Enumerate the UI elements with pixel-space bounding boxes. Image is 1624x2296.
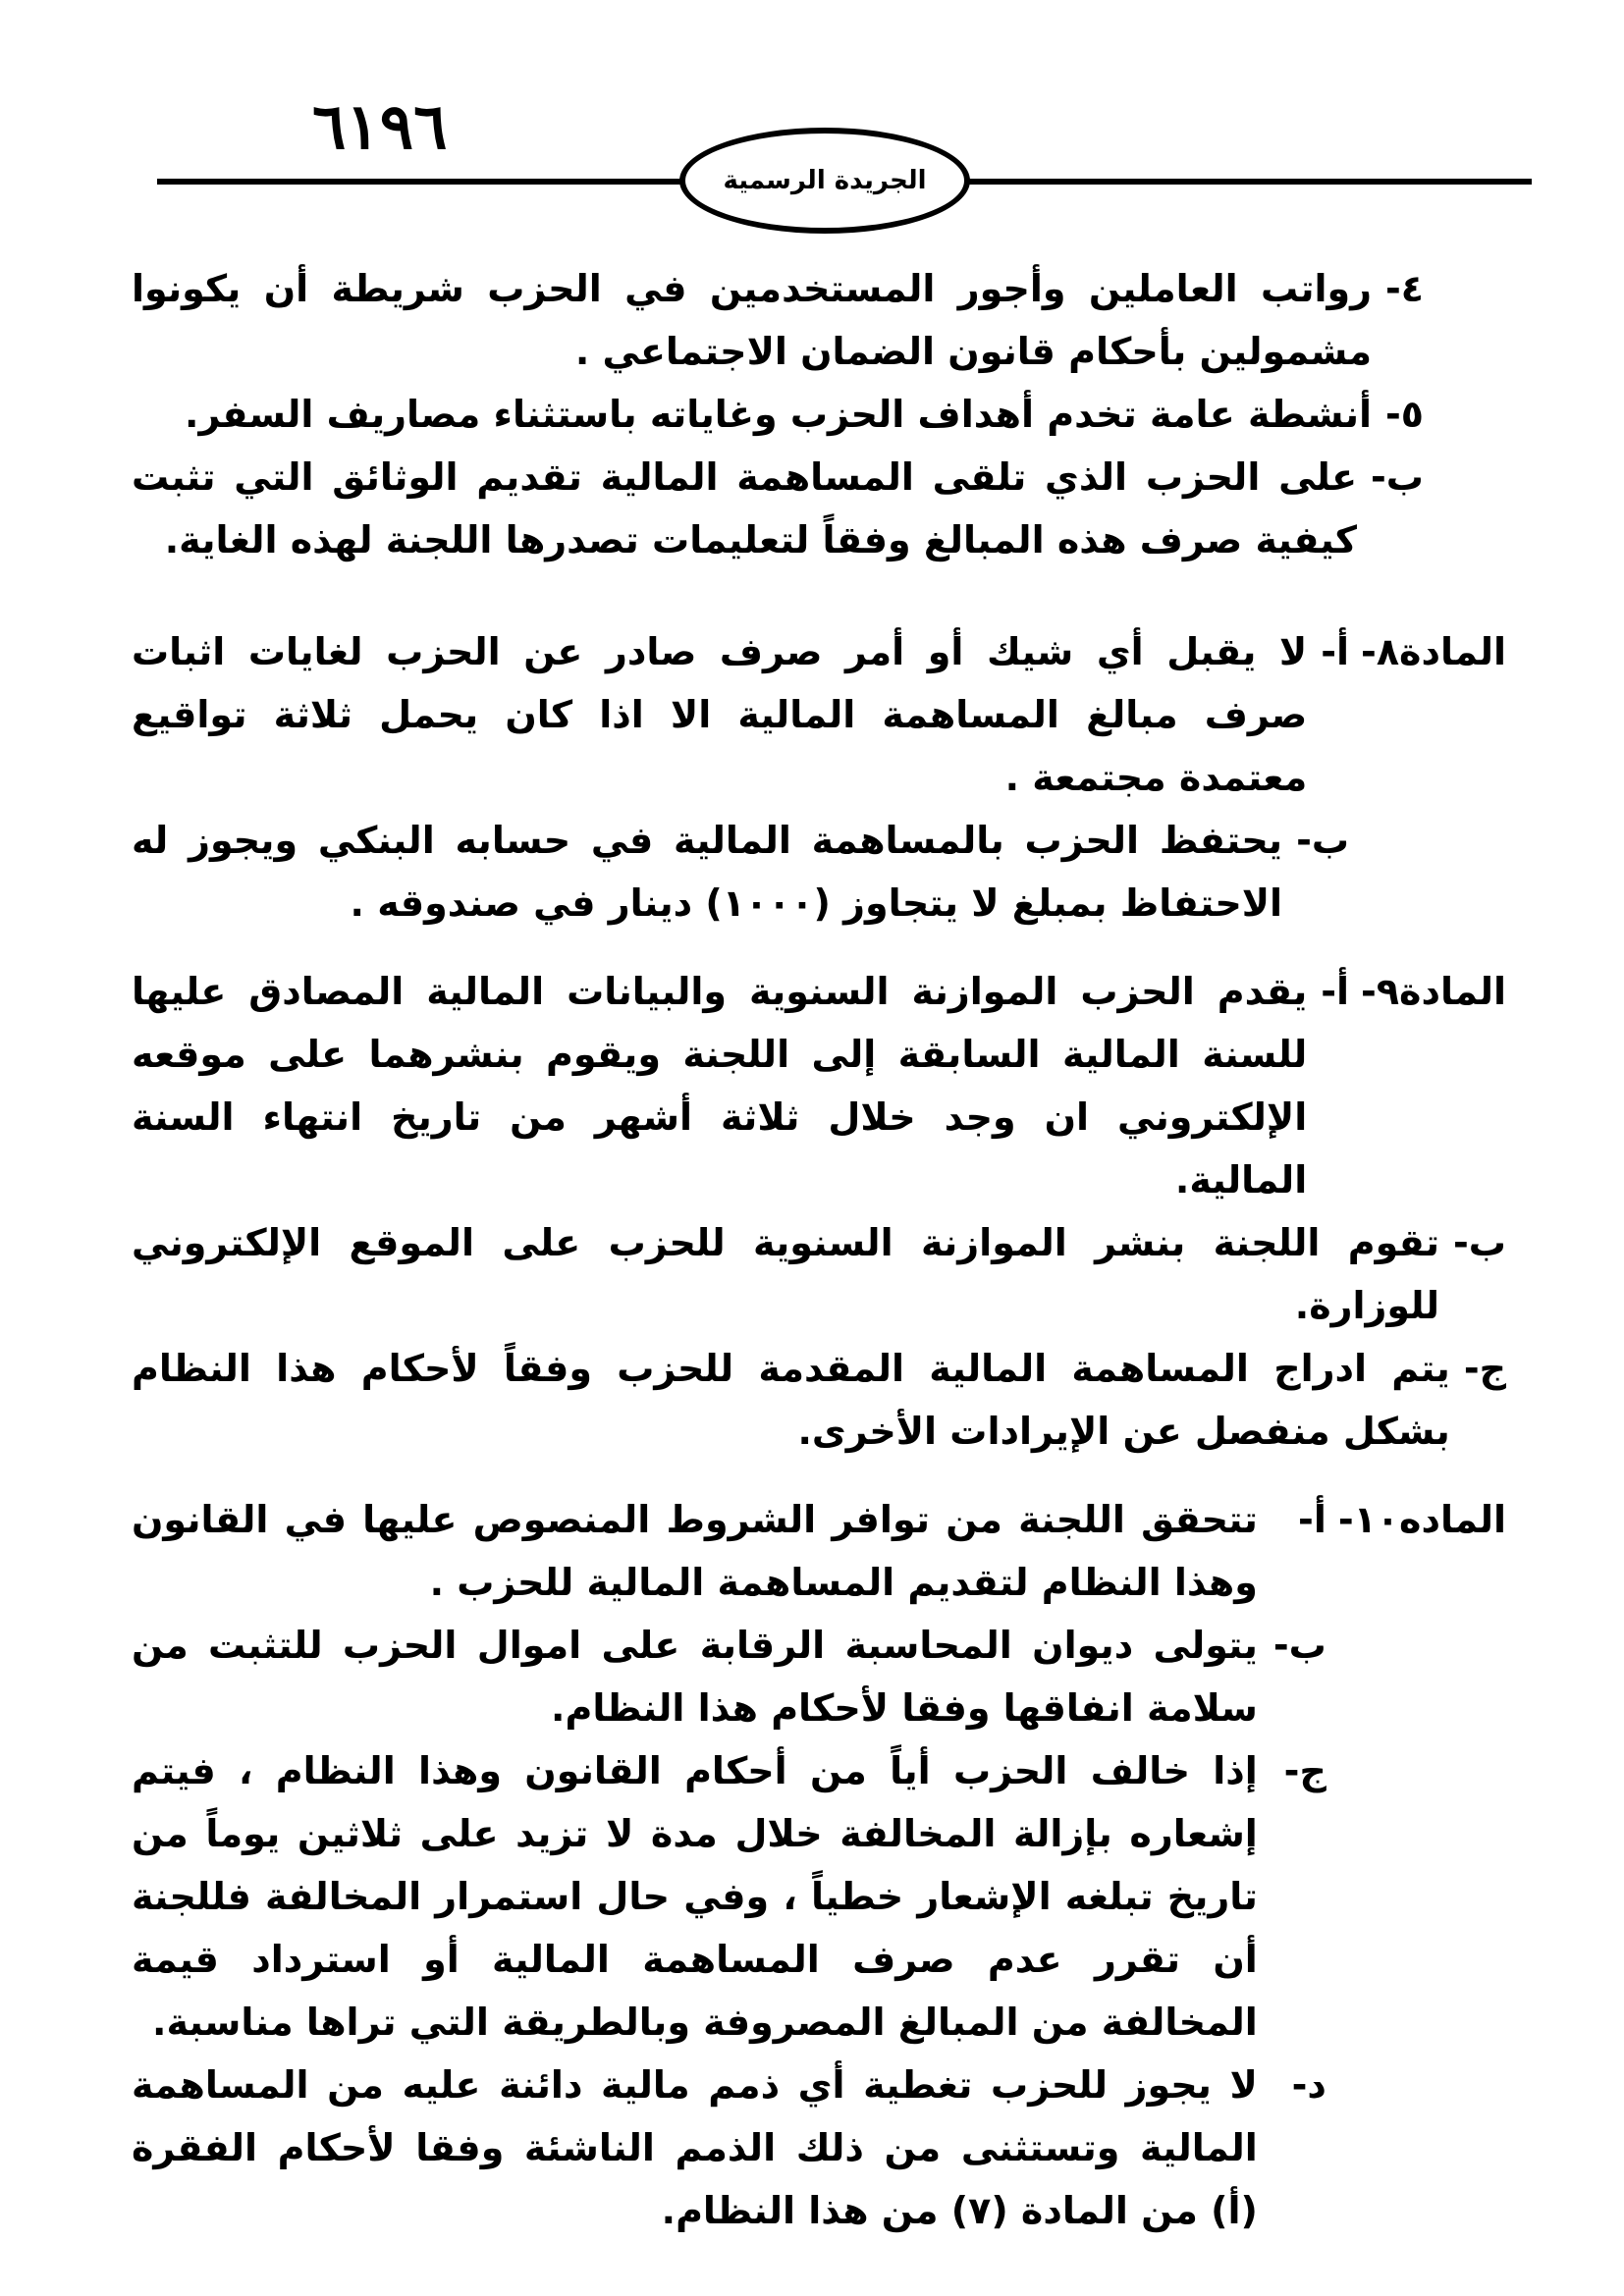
item-label: ب- <box>1272 1624 1326 1667</box>
article-label: الماده١٠- <box>1337 1498 1506 1541</box>
clause-text: أنشطة عامة تخدم أهداف الحزب وغاياته باستثناء مصاريف السفر. <box>185 393 1373 436</box>
item-label: ج- <box>1463 1347 1506 1390</box>
gazette-title-oval <box>679 128 970 234</box>
item-label: أ- <box>1321 630 1350 673</box>
article-body <box>132 960 1349 1211</box>
article-body <box>132 1488 1326 2242</box>
article-9-item-c <box>132 1337 1506 1463</box>
clause-text: رواتب العاملين وأجور المستخدمين في الحزب شريطة أن يكونوا مشمولين بأحكام قانون الضمان الاجتماعي . <box>132 267 1373 373</box>
article-8 <box>132 620 1506 934</box>
article-10-item-d <box>132 2054 1326 2242</box>
item-text: يقدم الحزب الموازنة السنوية والبيانات المالية المصادق عليها للسنة المالية السابقة إلى اللجنة ويقوم بنشرهما على موقعه الإلكتروني ان وجد خلال ثلاثة أشهر من تاريخ انتهاء السنة المالية. <box>132 970 1308 1201</box>
item-text: تتحقق اللجنة من توافر الشروط المنصوص عليها في القانون وهذا النظام لتقديم المساهمة المالية للحزب . <box>132 1498 1258 1604</box>
clause-text: على الحزب الذي تلقى المساهمة المالية تقديم الوثائق التي تثبت كيفية صرف هذه المبالغ وفقاً لتعليمات تصدرها اللجنة لهذه الغاية. <box>132 455 1358 561</box>
clause-label: ٥- <box>1385 393 1424 436</box>
article-10-item-a <box>132 1488 1326 1614</box>
article-10 <box>132 1488 1506 2242</box>
article-9-item-a <box>132 960 1349 1211</box>
document-body <box>132 257 1506 2242</box>
item-label: ج- <box>1283 1749 1326 1792</box>
item-text: لا يجوز للحزب تغطية أي ذمم مالية دائنة عليه من المساهمة المالية وتستثنى من ذلك الذمم الناشئة وفقا لأحكام الفقرة (أ) من المادة (٧) من هذا النظام. <box>132 2063 1258 2232</box>
gazette-title: الجريدة الرسمية <box>723 166 927 195</box>
article-9 <box>132 960 1506 1211</box>
item-label: ب- <box>1296 819 1350 862</box>
item-label: أ- <box>1298 1498 1326 1541</box>
article-8-item-a <box>132 620 1349 809</box>
item-label: أ- <box>1321 970 1350 1013</box>
article-label: المادة٨- <box>1361 630 1506 673</box>
item-text: يتم ادراج المساهمة المالية المقدمة للحزب وفقاً لأحكام هذا النظام بشكل منفصل عن الإيرادات الأخرى. <box>132 1347 1450 1453</box>
article-9-item-b <box>132 1211 1506 1337</box>
item-label: ب- <box>1453 1221 1506 1264</box>
item-text: لا يقبل أي شيك أو أمر صرف صادر عن الحزب لغايات اثبات صرف مبالغ المساهمة المالية الا اذا كان يحمل ثلاثة تواقيع معتمدة مجتمعة . <box>132 630 1308 799</box>
article-10-item-b <box>132 1614 1326 1739</box>
item-text: يحتفظ الحزب بالمساهمة المالية في حسابه البنكي ويجوز له الاحتفاظ بمبلغ لا يتجاوز (١٠٠٠) دينار في صندوقه . <box>132 819 1283 925</box>
item-label: د- <box>1291 2063 1326 2107</box>
article-body <box>132 620 1349 934</box>
clause-b <box>132 446 1424 571</box>
page-number: ٦١٩٦ <box>312 90 448 164</box>
item-text: يتولى ديوان المحاسبة الرقابة على اموال الحزب للتثبت من سلامة انفاقها وفقا لأحكام هذا النظام. <box>132 1624 1258 1730</box>
item-text: تقوم اللجنة بنشر الموازنة السنوية للحزب على الموقع الإلكتروني للوزارة. <box>132 1221 1440 1327</box>
clause-label: ب- <box>1371 455 1424 499</box>
clause-5 <box>132 383 1424 446</box>
article-8-item-b <box>132 809 1349 934</box>
article-label: المادة٩- <box>1361 970 1506 1013</box>
clause-4 <box>132 257 1424 383</box>
article-10-item-c <box>132 1739 1326 2054</box>
clause-label: ٤- <box>1385 267 1424 310</box>
item-text: إذا خالف الحزب أياً من أحكام القانون وهذا النظام ، فيتم إشعاره بإزالة المخالفة خلال مدة لا تزيد على ثلاثين يوماً من تاريخ تبلغه الإشعار خطياً ، وفي حال استمرار المخالفة فللجنة أن تقرر عدم صرف المساهمة المالية أو استرداد قيمة المخالفة من المبالغ المصروفة وبالطريقة التي تراها مناسبة. <box>132 1749 1258 2044</box>
